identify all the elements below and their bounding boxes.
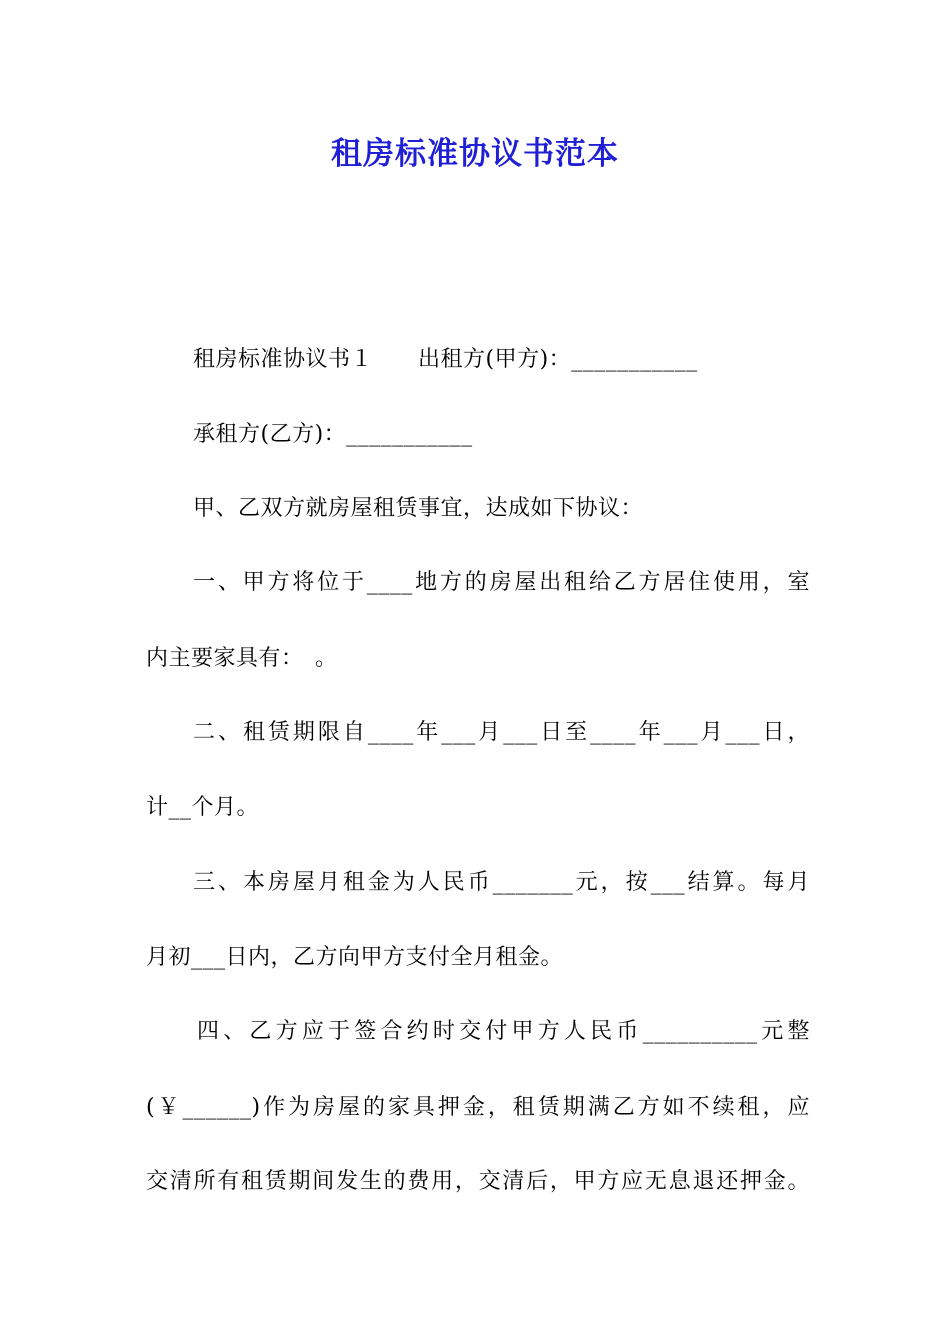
paragraph-line: 二、租赁期限自____年___月___日至____年___月___日， <box>193 720 810 745</box>
paragraph-line: 三、本房屋月租金为人民币_______元，按___结算。每月 <box>193 870 810 895</box>
paragraph-line: (￥______)作为房屋的家具押金，租赁期满乙方如不续租，应 <box>146 1095 810 1120</box>
paragraph-line: 计__个月。 <box>146 795 260 820</box>
paragraph-line: 租房标准协议书１ 出租方(甲方)：___________ <box>193 347 698 372</box>
paragraph-line: 甲、乙双方就房屋租赁事宜，达成如下协议： <box>193 496 644 521</box>
document-title: 租房标准协议书范本 <box>331 136 619 172</box>
paragraph-line: 交清所有租赁期间发生的费用，交清后，甲方应无息退还押金。 <box>146 1169 810 1194</box>
paragraph-line: 承租方(乙方)：___________ <box>193 422 473 447</box>
paragraph-line: 一、甲方将位于____地方的房屋出租给乙方居住使用，室 <box>193 570 810 595</box>
paragraph-line: 四、乙方应于签合约时交付甲方人民币__________元整 <box>197 1019 810 1044</box>
paragraph-line: 内主要家具有： 。 <box>146 646 338 671</box>
paragraph-line: 月初___日内，乙方向甲方支付全月租金。 <box>146 945 564 970</box>
